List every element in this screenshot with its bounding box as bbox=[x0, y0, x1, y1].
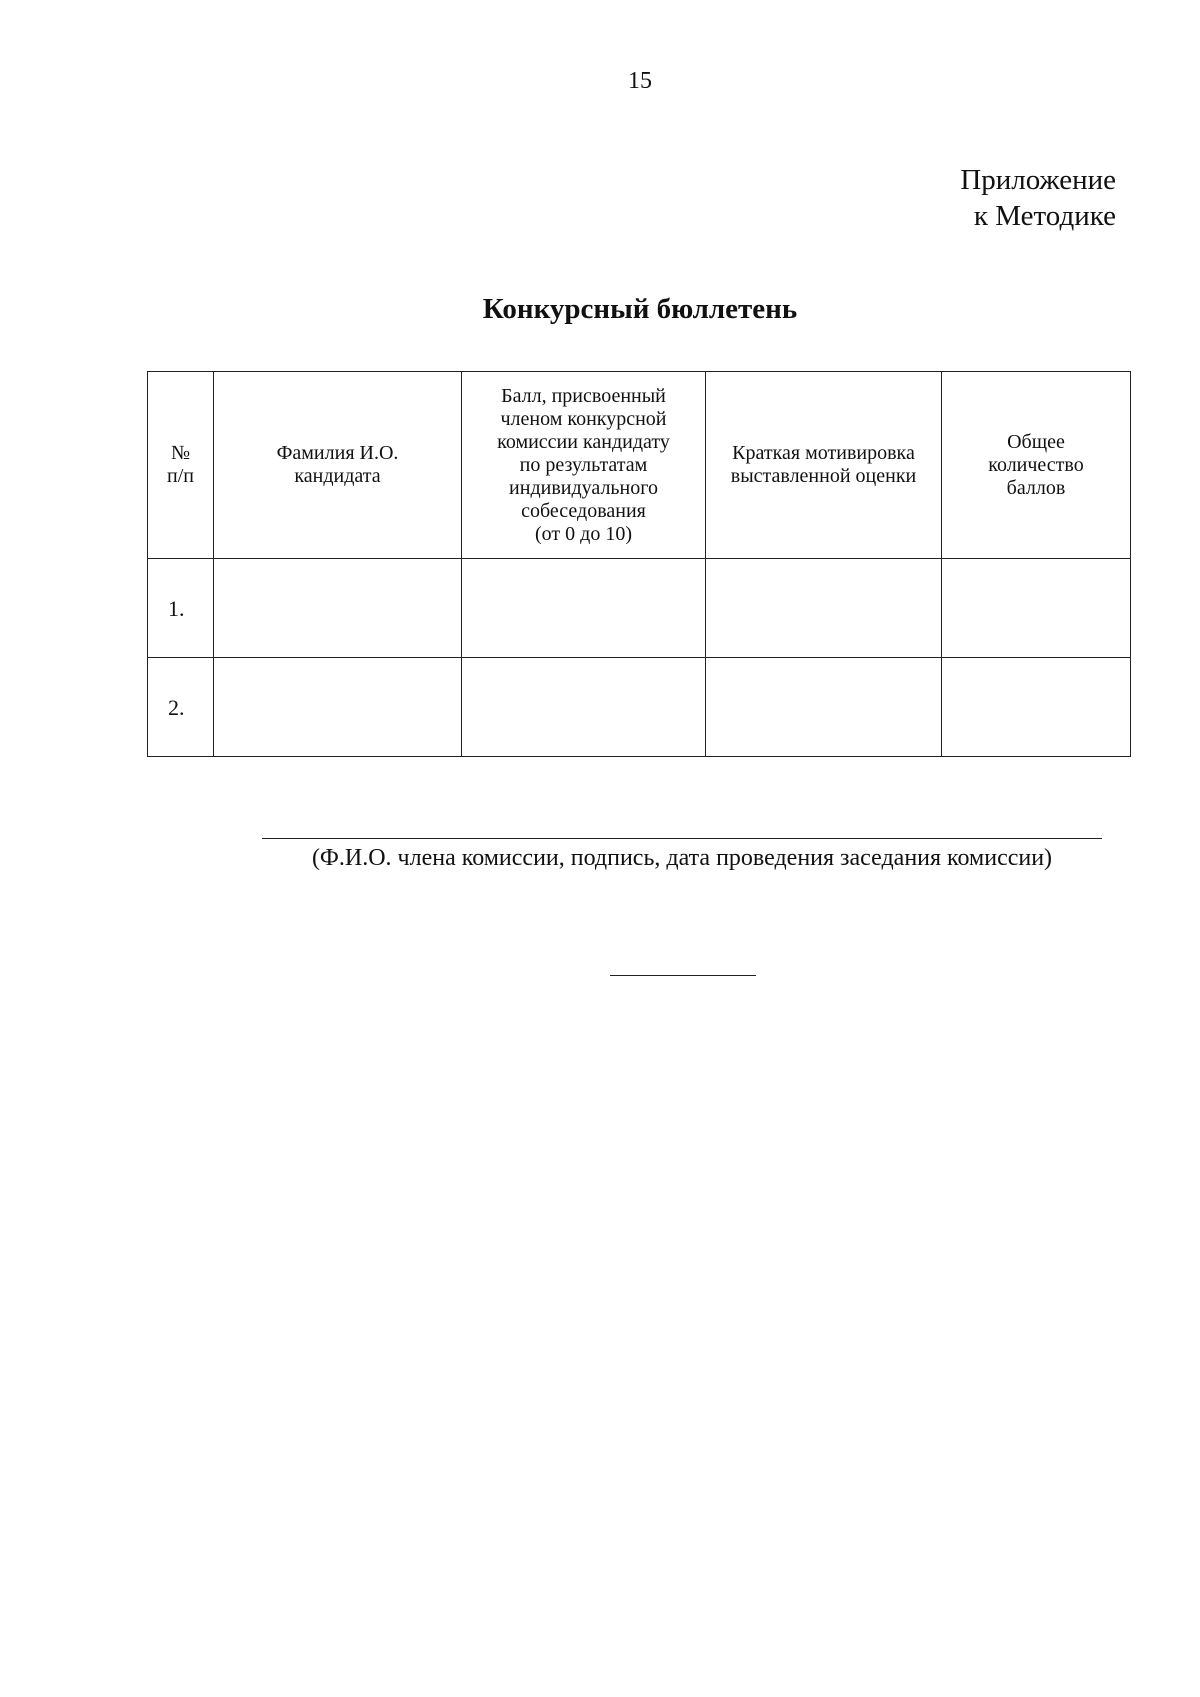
header-total-score: Общее количество баллов bbox=[942, 372, 1131, 559]
header-motivation: Краткая мотивировка выставленной оценки bbox=[706, 372, 942, 559]
row-number-cell: 1. bbox=[148, 559, 214, 658]
header-score: Балл, присвоенный членом конкурсной комиссии кандидату по результатам индивидуального собеседования (от 0 до 10) bbox=[462, 372, 706, 559]
signature-line bbox=[262, 838, 1102, 839]
header-candidate-name: Фамилия И.О. кандидата bbox=[214, 372, 462, 559]
signature-caption: (Ф.И.О. члена комиссии, подпись, дата проведения заседания комиссии) bbox=[311, 845, 1053, 871]
table-cell bbox=[462, 559, 706, 658]
table-row bbox=[148, 658, 1131, 757]
header-number: № п/п bbox=[148, 372, 214, 559]
ballot-table bbox=[147, 371, 1131, 757]
appendix-line-1: Приложение bbox=[960, 164, 1116, 196]
row-number-cell: 2. bbox=[148, 658, 214, 757]
table-cell bbox=[706, 658, 942, 757]
document-title: Конкурсный бюллетень bbox=[482, 293, 798, 325]
table-cell bbox=[462, 658, 706, 757]
table-header-row bbox=[148, 372, 1131, 559]
table-cell bbox=[706, 559, 942, 658]
page-number: 15 bbox=[628, 68, 652, 94]
table-cell bbox=[214, 658, 462, 757]
table-cell bbox=[942, 658, 1131, 757]
appendix-line-2: к Методике bbox=[973, 200, 1116, 232]
table-cell bbox=[214, 559, 462, 658]
table-cell bbox=[942, 559, 1131, 658]
table-row bbox=[148, 559, 1131, 658]
appendix-label bbox=[960, 162, 1116, 234]
end-divider bbox=[610, 975, 756, 976]
table-body bbox=[148, 559, 1131, 757]
